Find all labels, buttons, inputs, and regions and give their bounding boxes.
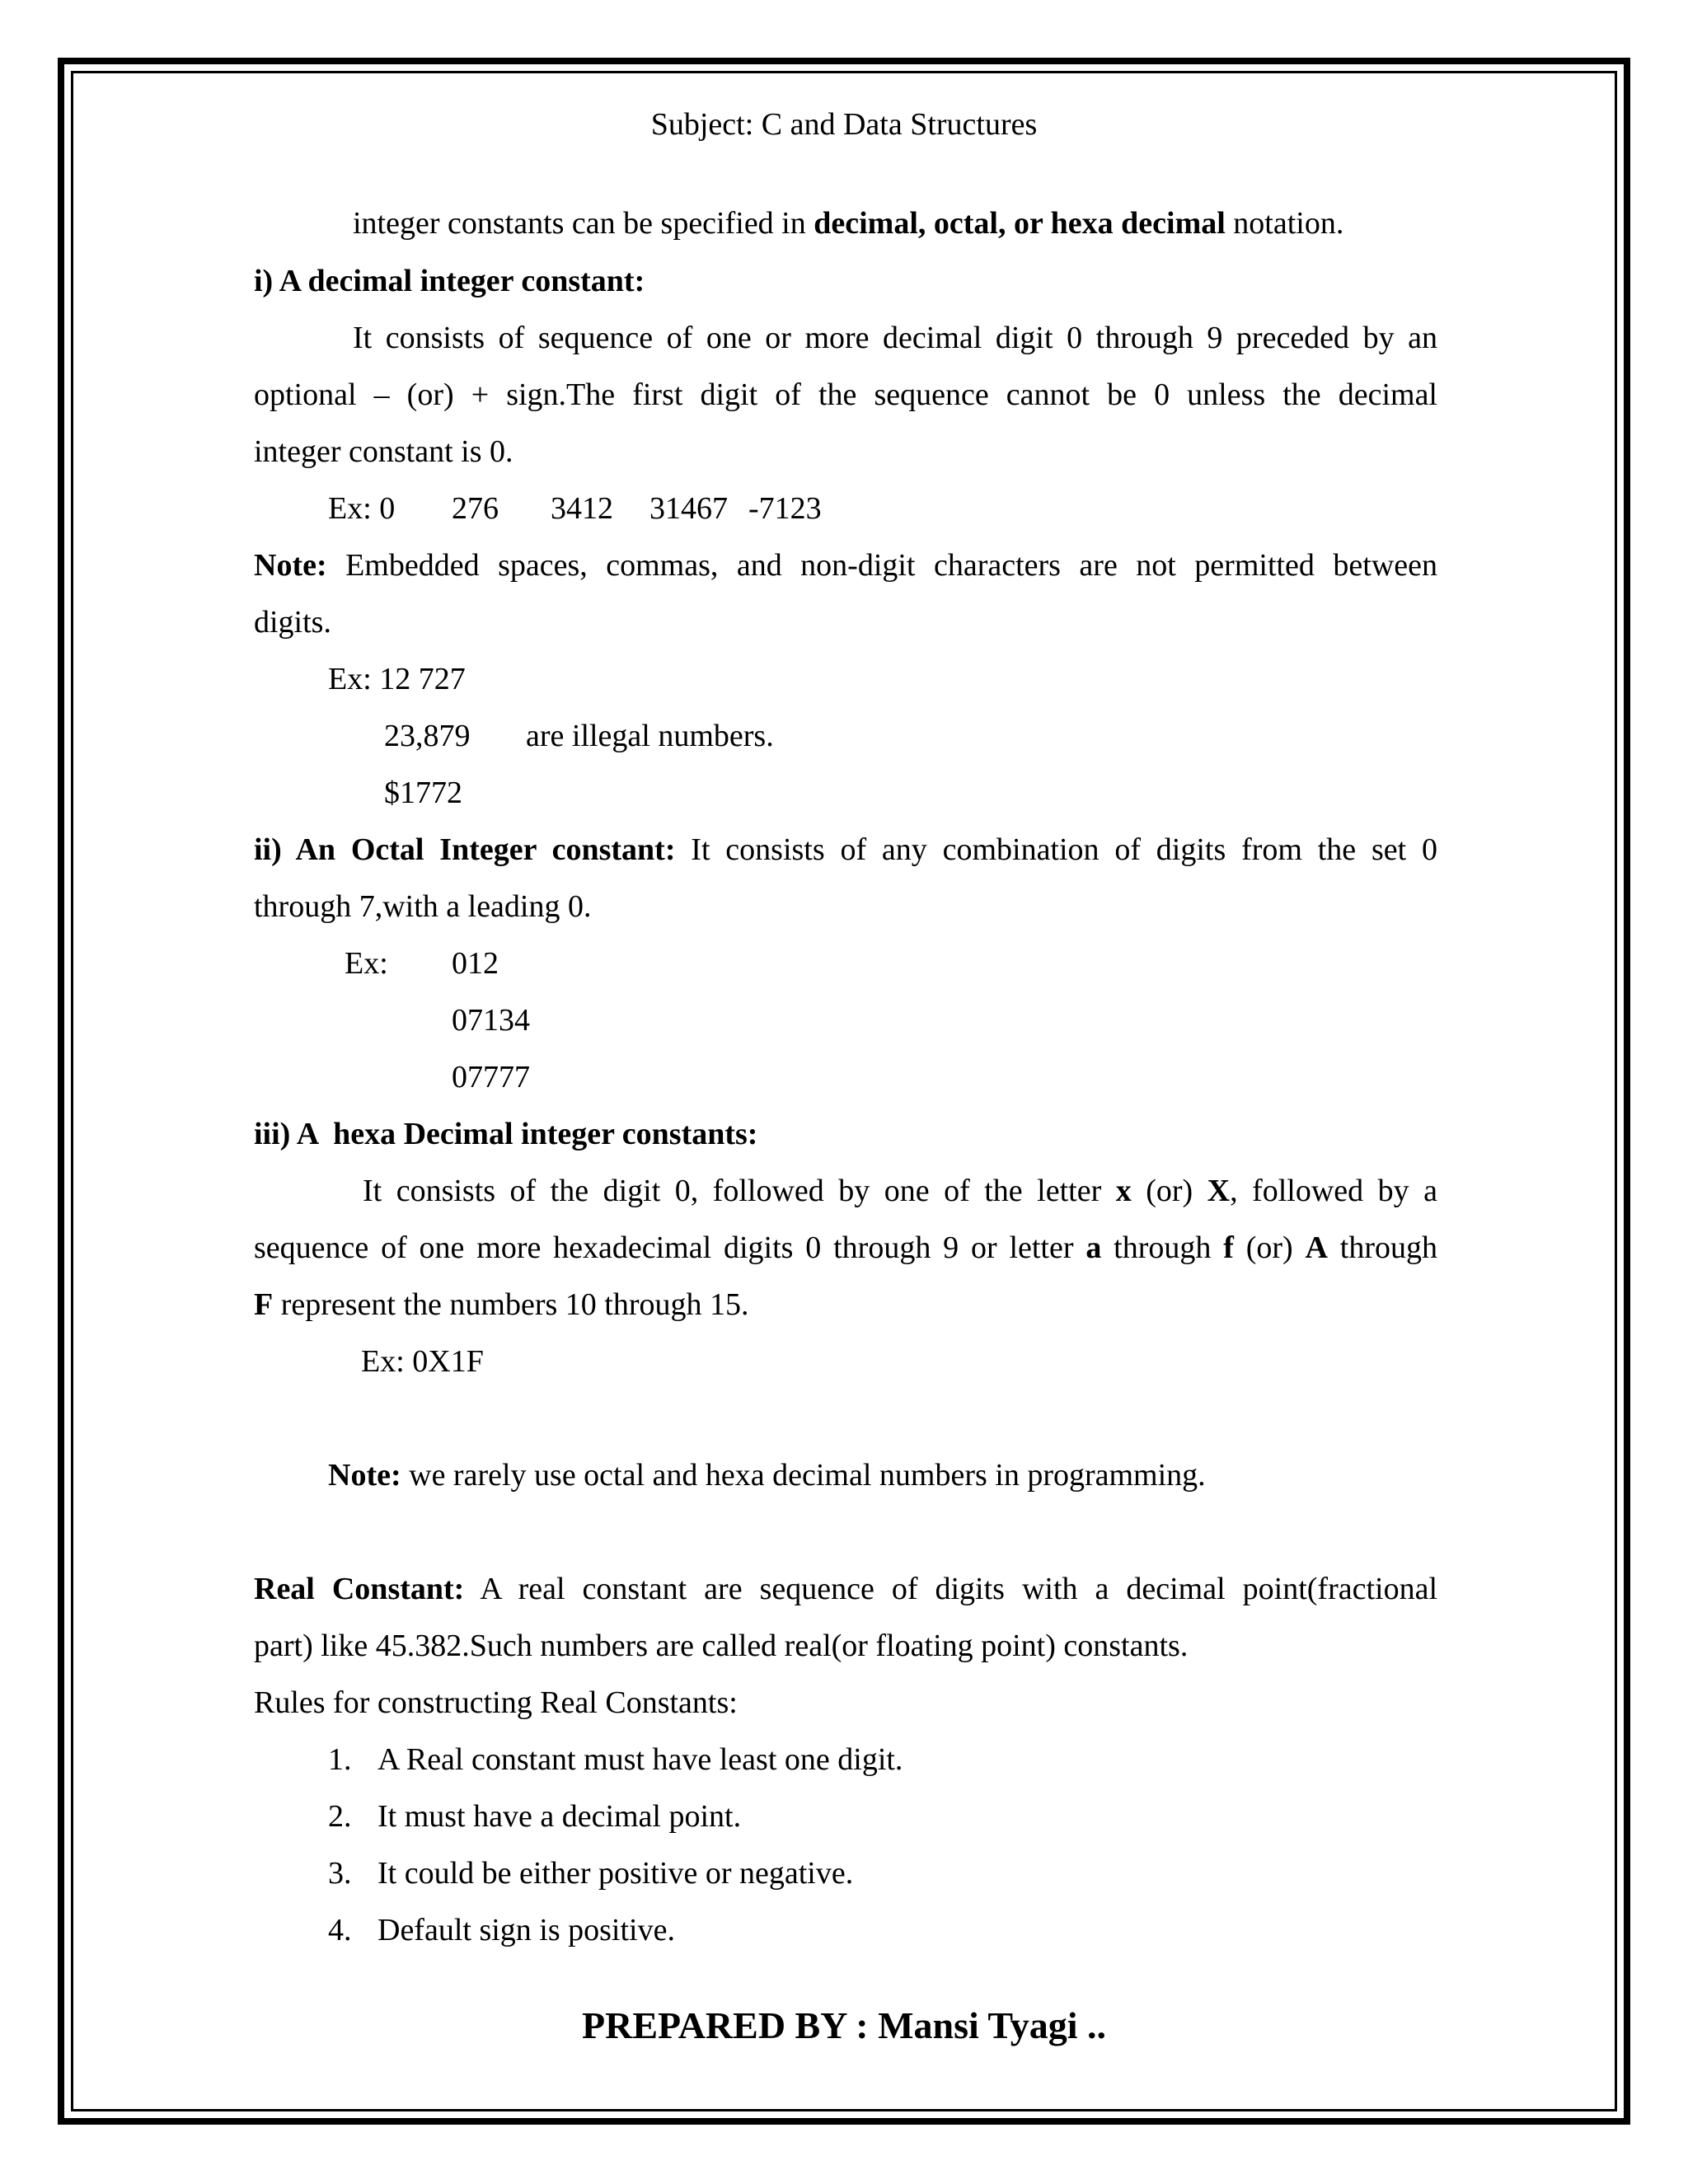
rule-number: 2.: [328, 1799, 352, 1834]
decimal-line-3: integer constant is 0.: [254, 434, 513, 469]
real-heading: Real Constant:: [254, 1572, 465, 1606]
rule-number: 1.: [328, 1742, 352, 1777]
octal-example: 07777: [452, 1060, 530, 1094]
decimal-examples-label: Ex: 0: [328, 491, 396, 526]
rule-text: Default sign is positive.: [377, 1913, 675, 1947]
octal-line-1: ii) An Octal Integer constant: It consists of any combination of digits from the set 0: [254, 832, 1437, 867]
illegal-example-2: 23,879: [384, 719, 471, 753]
decimal-example: 31467: [649, 491, 728, 526]
decimal-example: 3412: [551, 491, 613, 526]
decimal-note-line-1: Note: Embedded spaces, commas, and non-digit characters are not permitted between: [254, 548, 1437, 583]
hex-example: Ex: 0X1F: [361, 1344, 484, 1379]
intro-line: integer constants can be specified in decimal, octal, or hexa decimal notation.: [353, 206, 1344, 241]
hex-line-1: It consists of the digit 0, followed by one of the letter x (or) X, followed by a: [363, 1174, 1437, 1208]
hex-line-2: sequence of one more hexadecimal digits 0 through 9 or letter a through f (or) A through: [254, 1230, 1437, 1265]
hex-heading: iii) A hexa Decimal integer constants:: [254, 1117, 758, 1151]
illegal-example-1: Ex: 12 727: [328, 662, 466, 696]
note-2: Note: we rarely use octal and hexa decimal numbers in programming.: [328, 1458, 1206, 1493]
octal-example: 012: [452, 946, 499, 981]
decimal-heading: i) A decimal integer constant:: [254, 264, 645, 298]
subject-header: Subject: C and Data Structures: [650, 107, 1038, 142]
rules-title: Rules for constructing Real Constants:: [254, 1685, 738, 1720]
real-line-1: Real Constant: A real constant are sequence of digits with a decimal point(fractional: [254, 1572, 1438, 1606]
octal-example: 07134: [452, 1003, 530, 1038]
rule-number: 3.: [328, 1856, 352, 1891]
octal-ex-label: Ex:: [345, 946, 388, 981]
decimal-example: 276: [452, 491, 499, 526]
hex-line-3: F represent the numbers 10 through 15.: [254, 1287, 749, 1322]
real-line-2: part) like 45.382.Such numbers are called real(or floating point) constants.: [254, 1629, 1189, 1663]
decimal-note-line-2: digits.: [254, 605, 331, 640]
intro-bold: decimal, octal, or hexa decimal: [814, 206, 1226, 241]
decimal-line-1: It consists of sequence of one or more decimal digit 0 through 9 preceded by an: [353, 321, 1437, 355]
octal-heading: ii) An Octal Integer constant:: [254, 832, 676, 867]
prepared-by-footer: PREPARED BY : Mansi Tyagi ..: [582, 2004, 1106, 2046]
rule-number: 4.: [328, 1913, 352, 1947]
rule-text: It could be either positive or negative.: [377, 1856, 854, 1891]
rule-text: It must have a decimal point.: [377, 1799, 742, 1834]
decimal-example: -7123: [748, 491, 822, 526]
illegal-text: are illegal numbers.: [526, 719, 774, 753]
decimal-line-2: optional – (or) + sign.The first digit of the sequence cannot be 0 unless the decimal: [254, 377, 1437, 412]
rule-text: A Real constant must have least one digit.: [377, 1742, 903, 1777]
octal-line-2: through 7,with a leading 0.: [254, 889, 592, 924]
illegal-example-3: $1772: [384, 776, 462, 810]
